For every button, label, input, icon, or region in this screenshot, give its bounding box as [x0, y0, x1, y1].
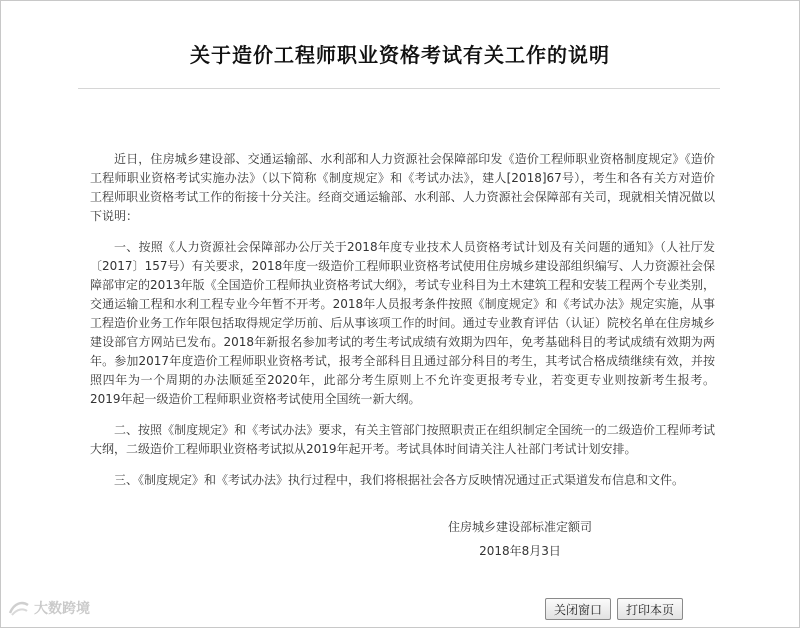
paragraph-item-2: 二、按照《制度规定》和《考试办法》要求，有关主管部门按照职责正在组织制定全国统一的二级造价工程师考试大纲，二级造价工程师职业资格考试拟从2019年起开考。考试具体时间请关注人社部门考试计划安排。	[90, 423, 715, 456]
watermark-text: 大数跨境	[34, 601, 90, 617]
page-title: 关于造价工程师职业资格考试有关工作的说明	[190, 42, 610, 67]
paragraph-intro: 近日，住房城乡建设部、交通运输部、水利部和人力资源社会保障部印发《造价工程师职业资格制度规定》《造价工程师职业资格考试实施办法》（以下简称《制度规定》和《考试办法》，建人[2018]67号），考生和各有关方对造价工程师职业资格考试工作的衔接十分关注。经商交通运输部、水利部、人力资源社会保障部有关司，现就相关情况做以下说明：	[90, 152, 715, 223]
watermark	[8, 598, 90, 618]
brand-logo-icon	[8, 599, 30, 617]
close-window-button[interactable]: 关闭窗口	[545, 598, 611, 620]
title-divider	[78, 88, 720, 89]
action-buttons	[545, 598, 683, 620]
print-page-button[interactable]: 打印本页	[617, 598, 683, 620]
signature-date: 2018年8月3日	[479, 544, 561, 558]
paragraph-item-3: 三、《制度规定》和《考试办法》执行过程中，我们将根据社会各方反映情况通过正式渠道发布信息和文件。	[114, 473, 685, 487]
signature-issuer: 住房城乡建设部标准定额司	[447, 520, 592, 534]
document-body	[90, 150, 715, 502]
paragraph-item-1: 一、按照《人力资源社会保障部办公厅关于2018年度专业技术人员资格考试计划及有关问题的通知》（人社厅发〔2017〕157号）有关要求，2018年度一级造价工程师职业资格考试使用住房城乡建设部组织编写、人力资源社会保障部审定的2013年版《全国造价工程师执业资格考试大纲》，考试专业科目为土木建筑工程和安装工程两个专业类别，交通运输工程和水利工程专业今年暂不开考。2018年人员报考条件按照《制度规定》和《考试办法》规定实施，从事工程造价业务工作年限包括取得规定学历前、后从事该项工作的时间。通过专业教育评估（认证）院校名单在住房城乡建设部官方网站已发布。2018年新报名参加考试的考生考试成绩有效期为四年，免考基础科目的考试成绩有效期为两年。参加2017年度造价工程师职业资格考试，报考全部科目且通过部分科目的考生，其考试合格成绩继续有效，并按照四年为一个周期的办法顺延至2020年，此部分考生原则上不允许变更报考专业，若变更专业则按新考生报考。2019年起一级造价工程师职业资格考试使用全国统一新大纲。	[90, 240, 715, 406]
signature-block	[420, 515, 620, 563]
title-band	[60, 22, 740, 84]
